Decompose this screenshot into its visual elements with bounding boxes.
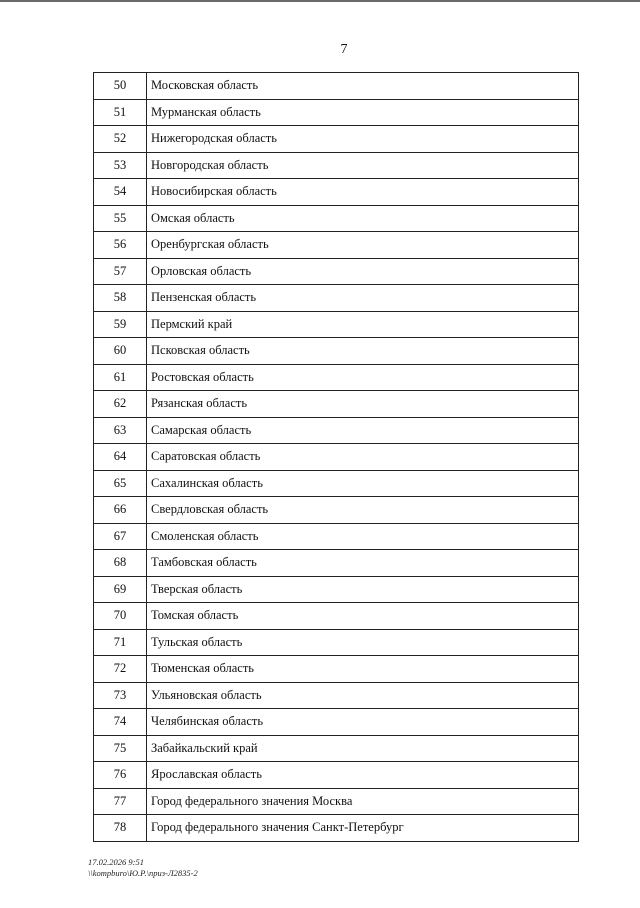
table-row bbox=[94, 417, 579, 444]
table-row bbox=[94, 205, 579, 232]
table-row bbox=[94, 629, 579, 656]
region-name: Новосибирская область bbox=[147, 179, 579, 206]
region-number: 61 bbox=[94, 364, 147, 391]
region-number: 57 bbox=[94, 258, 147, 285]
region-number: 62 bbox=[94, 391, 147, 418]
region-name: Ростовская область bbox=[147, 364, 579, 391]
region-name: Ульяновская область bbox=[147, 682, 579, 709]
region-name: Город федерального значения Санкт-Петербург bbox=[147, 815, 579, 842]
table-row bbox=[94, 762, 579, 789]
table-row bbox=[94, 73, 579, 100]
region-number: 60 bbox=[94, 338, 147, 365]
table-row bbox=[94, 682, 579, 709]
table-row bbox=[94, 788, 579, 815]
table-row bbox=[94, 232, 579, 259]
region-number: 59 bbox=[94, 311, 147, 338]
region-number: 55 bbox=[94, 205, 147, 232]
region-number: 58 bbox=[94, 285, 147, 312]
table-row bbox=[94, 470, 579, 497]
region-number: 78 bbox=[94, 815, 147, 842]
region-number: 75 bbox=[94, 735, 147, 762]
region-name: Тверская область bbox=[147, 576, 579, 603]
page-number: 7 bbox=[340, 42, 348, 57]
region-name: Саратовская область bbox=[147, 444, 579, 471]
table-row bbox=[94, 550, 579, 577]
table-row bbox=[94, 179, 579, 206]
region-number: 54 bbox=[94, 179, 147, 206]
region-number: 73 bbox=[94, 682, 147, 709]
table-row bbox=[94, 152, 579, 179]
table-row bbox=[94, 99, 579, 126]
region-name: Смоленская область bbox=[147, 523, 579, 550]
region-number: 70 bbox=[94, 603, 147, 630]
table-row bbox=[94, 815, 579, 842]
table-row bbox=[94, 576, 579, 603]
region-name: Сахалинская область bbox=[147, 470, 579, 497]
table-row bbox=[94, 497, 579, 524]
table-row bbox=[94, 311, 579, 338]
region-name: Мурманская область bbox=[147, 99, 579, 126]
region-name: Забайкальский край bbox=[147, 735, 579, 762]
region-number: 67 bbox=[94, 523, 147, 550]
region-number: 56 bbox=[94, 232, 147, 259]
document-footer bbox=[88, 857, 198, 879]
region-name: Тульская область bbox=[147, 629, 579, 656]
footer-file-path: \\kompburo\Ю.Р.\приз-Л2835-2 bbox=[88, 868, 198, 878]
table-row bbox=[94, 126, 579, 153]
region-name: Нижегородская область bbox=[147, 126, 579, 153]
table-row bbox=[94, 391, 579, 418]
region-name: Свердловская область bbox=[147, 497, 579, 524]
regions-table-body bbox=[94, 73, 579, 842]
region-name: Томская область bbox=[147, 603, 579, 630]
table-row bbox=[94, 603, 579, 630]
region-number: 69 bbox=[94, 576, 147, 603]
region-number: 52 bbox=[94, 126, 147, 153]
table-row bbox=[94, 735, 579, 762]
region-number: 76 bbox=[94, 762, 147, 789]
region-name: Самарская область bbox=[147, 417, 579, 444]
page-top-edge bbox=[0, 0, 640, 2]
region-number: 63 bbox=[94, 417, 147, 444]
region-name: Город федерального значения Москва bbox=[147, 788, 579, 815]
region-name: Новгородская область bbox=[147, 152, 579, 179]
region-number: 65 bbox=[94, 470, 147, 497]
region-name: Московская область bbox=[147, 73, 579, 100]
table-row bbox=[94, 523, 579, 550]
region-name: Оренбургская область bbox=[147, 232, 579, 259]
region-number: 53 bbox=[94, 152, 147, 179]
region-number: 74 bbox=[94, 709, 147, 736]
region-name: Тюменская область bbox=[147, 656, 579, 683]
region-number: 50 bbox=[94, 73, 147, 100]
region-number: 77 bbox=[94, 788, 147, 815]
table-row bbox=[94, 364, 579, 391]
footer-timestamp: 17.02.2026 9:51 bbox=[88, 857, 144, 867]
region-number: 51 bbox=[94, 99, 147, 126]
region-number: 68 bbox=[94, 550, 147, 577]
regions-table bbox=[93, 72, 579, 842]
region-number: 72 bbox=[94, 656, 147, 683]
table-row bbox=[94, 258, 579, 285]
region-number: 71 bbox=[94, 629, 147, 656]
table-row bbox=[94, 656, 579, 683]
table-row bbox=[94, 709, 579, 736]
table-row bbox=[94, 285, 579, 312]
region-number: 64 bbox=[94, 444, 147, 471]
table-row bbox=[94, 444, 579, 471]
region-name: Пермский край bbox=[147, 311, 579, 338]
region-name: Ярославская область bbox=[147, 762, 579, 789]
region-name: Пензенская область bbox=[147, 285, 579, 312]
table-row bbox=[94, 338, 579, 365]
region-name: Псковская область bbox=[147, 338, 579, 365]
region-name: Челябинская область bbox=[147, 709, 579, 736]
region-name: Тамбовская область bbox=[147, 550, 579, 577]
region-name: Орловская область bbox=[147, 258, 579, 285]
region-name: Рязанская область bbox=[147, 391, 579, 418]
region-number: 66 bbox=[94, 497, 147, 524]
region-name: Омская область bbox=[147, 205, 579, 232]
